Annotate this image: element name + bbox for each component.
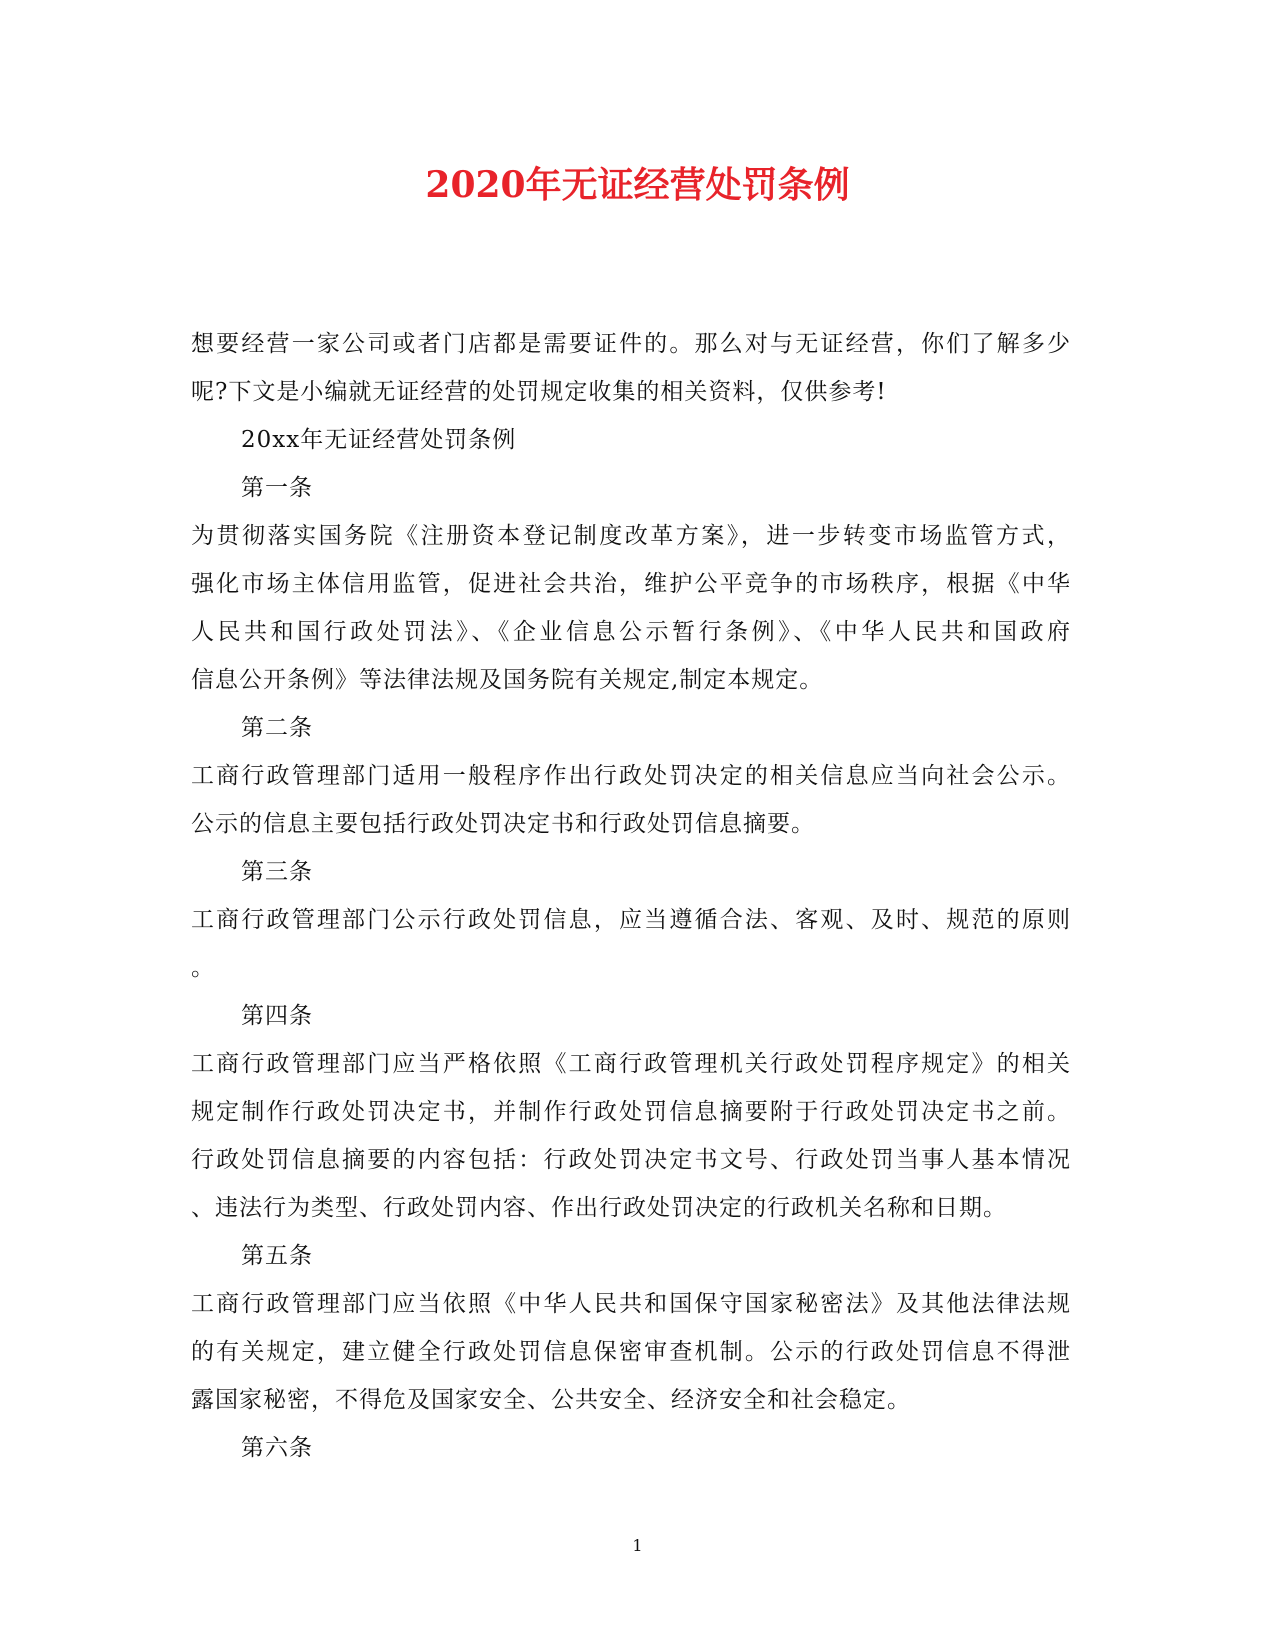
paragraph-line: 信息公开条例》等法律法规及国务院有关规定,制定本规定。 bbox=[191, 667, 824, 693]
paragraph-line: 为贯彻落实国务院《注册资本登记制度改革方案》，进一步转变市场监管方式， bbox=[191, 523, 1071, 549]
paragraph-line: 工商行政管理部门应当依照《中华人民共和国保守国家秘密法》及其他法律法规 bbox=[191, 1291, 1071, 1317]
paragraph-line: 的有关规定，建立健全行政处罚信息保密审查机制。公示的行政处罚信息不得泄 bbox=[191, 1339, 1071, 1365]
article-heading: 第四条 bbox=[241, 1003, 313, 1029]
article-heading: 第三条 bbox=[241, 859, 313, 885]
document-body bbox=[191, 320, 1071, 1472]
paragraph-line: 行政处罚信息摘要的内容包括：行政处罚决定书文号、行政处罚当事人基本情况 bbox=[191, 1147, 1071, 1173]
article-heading: 第六条 bbox=[241, 1435, 313, 1461]
paragraph-line: 规定制作行政处罚决定书，并制作行政处罚信息摘要附于行政处罚决定书之前。 bbox=[191, 1099, 1071, 1125]
paragraph-line: 想要经营一家公司或者门店都是需要证件的。那么对与无证经营，你们了解多少 bbox=[191, 331, 1071, 357]
paragraph-line: 强化市场主体信用监管，促进社会共治，维护公平竞争的市场秩序，根据《中华 bbox=[191, 571, 1071, 597]
paragraph-line: 人民共和国行政处罚法》、《企业信息公示暂行条例》、《中华人民共和国政府 bbox=[191, 619, 1071, 645]
article-heading: 第二条 bbox=[241, 715, 313, 741]
document-title: 2020年无证经营处罚条例 bbox=[425, 164, 850, 206]
paragraph-line: 、违法行为类型、行政处罚内容、作出行政处罚决定的行政机关名称和日期。 bbox=[191, 1195, 1007, 1221]
paragraph-line: 工商行政管理部门应当严格依照《工商行政管理机关行政处罚程序规定》的相关 bbox=[191, 1051, 1071, 1077]
article-heading: 第五条 bbox=[241, 1243, 313, 1269]
paragraph-line: 公示的信息主要包括行政处罚决定书和行政处罚信息摘要。 bbox=[191, 811, 815, 837]
article-heading: 第一条 bbox=[241, 475, 313, 501]
paragraph-line: 露国家秘密，不得危及国家安全、公共安全、经济安全和社会稳定。 bbox=[191, 1387, 911, 1413]
section-subtitle: 20xx年无证经营处罚条例 bbox=[241, 427, 517, 453]
paragraph-line: 呢?下文是小编就无证经营的处罚规定收集的相关资料，仅供参考! bbox=[191, 379, 887, 405]
page-number: 1 bbox=[632, 1536, 643, 1555]
paragraph-line: 。 bbox=[191, 955, 215, 981]
paragraph-line: 工商行政管理部门公示行政处罚信息，应当遵循合法、客观、及时、规范的原则 bbox=[191, 907, 1071, 933]
paragraph-line: 工商行政管理部门适用一般程序作出行政处罚决定的相关信息应当向社会公示。 bbox=[191, 763, 1071, 789]
